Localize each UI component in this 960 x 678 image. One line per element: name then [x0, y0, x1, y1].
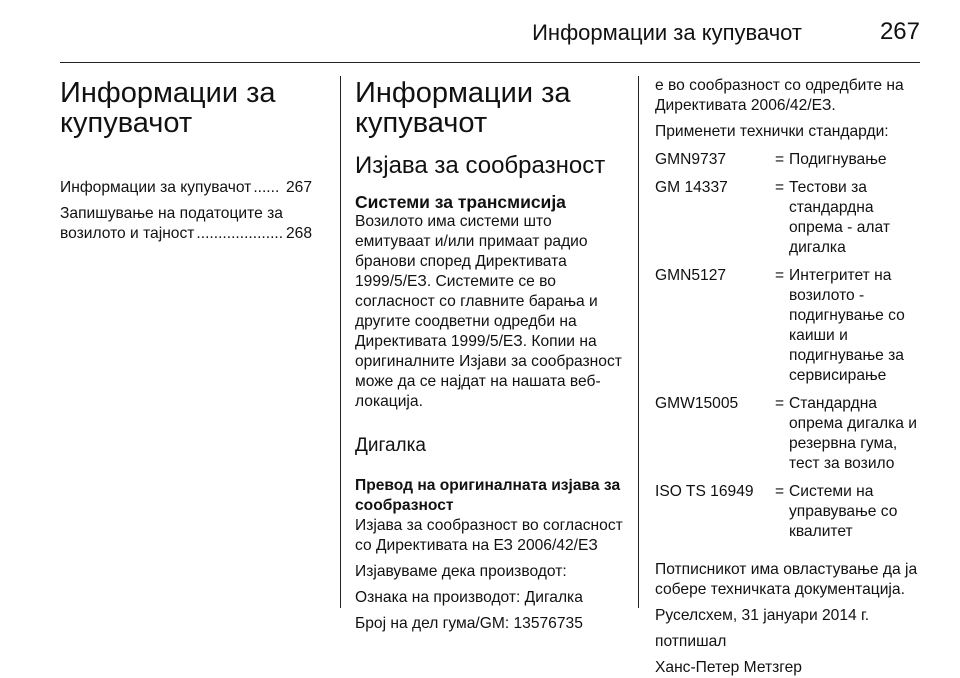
table-row [655, 178, 930, 258]
page-number: 267 [879, 18, 920, 45]
subsection-title: Изјава за сообразност [355, 152, 606, 179]
jack-heading: Дигалка [355, 435, 426, 456]
standard-code: ISO TS 16949 [655, 483, 754, 500]
column-divider [638, 76, 639, 608]
part-number: Број на дел гума/GM: 13576735 [355, 615, 583, 632]
directive-compliance: е во сообразност со одредбите на Директивата 2006/42/EЗ. [655, 77, 904, 114]
standard-code: GM 14337 [655, 179, 728, 196]
signatory-text: Потписникот има овластување да ја собере техничката документација. [655, 561, 918, 598]
table-row [655, 482, 930, 542]
standard-code: GMN5127 [655, 267, 727, 284]
signed-label: потпишал [655, 633, 727, 650]
toc-item-2[interactable] [60, 204, 312, 244]
product-designation: Ознака на производот: Дигалка [355, 589, 583, 606]
section-title: Информации за купувачот [355, 77, 571, 139]
equals-sign: = [775, 395, 785, 412]
equals-sign: = [775, 267, 785, 284]
column-standards [655, 76, 930, 678]
transmission-text: Возилото има системи што емитуваат и/или примаат радио бранови според Директивата 1999/5/EЗ. Системите се во согласност со главните барања и другите соодветни одредби на Директивата 1999/5/EЗ. Копии на оригиналните Изјави за сообразност може да се најдат на нашата веб-локација. [355, 213, 622, 410]
standards-label: Применети технички стандарди: [655, 123, 889, 140]
toc-item-1[interactable] [60, 178, 312, 198]
chapter-title: Информации за купувачот [60, 77, 276, 139]
toc-dots: ...... [253, 179, 280, 196]
transmission-heading: Системи за трансмисија [355, 192, 566, 212]
standard-description: Стандардна опрема дигалка и резервна гума, тест за возило [789, 395, 917, 472]
column-divider [340, 76, 341, 608]
table-row [655, 266, 930, 386]
table-row [655, 150, 930, 170]
toc-item-label: возилото и тајност [60, 225, 195, 242]
header-title: Информации за купувачот [532, 20, 802, 45]
place-date: Руселсхем, 31 јануари 2014 г. [655, 607, 870, 624]
column-toc [60, 78, 312, 250]
column-main [355, 78, 623, 634]
toc-dots: .................... [196, 225, 284, 242]
standard-description: Подигнување [789, 151, 887, 168]
translation-heading: Превод на оригиналната изјава за сообразност [355, 477, 621, 514]
signatory-name: Ханс-Петер Метзгер [655, 659, 802, 676]
declaration-product: Изјавуваме дека производот: [355, 563, 567, 580]
standard-description: Тестови за стандардна опрема - алат дигалка [789, 179, 890, 256]
table-row [655, 394, 930, 474]
standard-code: GMW15005 [655, 395, 739, 412]
page-header [60, 0, 920, 63]
standard-description: Интегритет на возилото - подигнување со каиши и подигнување за сервисирање [789, 267, 905, 384]
equals-sign: = [775, 179, 785, 196]
toc-item-label-line1: Запишување на податоците за [60, 205, 283, 222]
standard-description: Системи на управување со квалитет [789, 483, 898, 540]
standard-code: GMN9737 [655, 151, 727, 168]
equals-sign: = [775, 483, 785, 500]
toc-page: 268 [285, 225, 312, 242]
equals-sign: = [775, 151, 785, 168]
toc-page: 267 [285, 179, 312, 196]
declaration-text: Изјава за сообразност во согласност со Директивата на ЕЗ 2006/42/EЗ [355, 517, 623, 554]
table-of-contents [60, 178, 312, 244]
standards-table [655, 150, 930, 542]
toc-item-label: Информации за купувачот [60, 179, 252, 196]
